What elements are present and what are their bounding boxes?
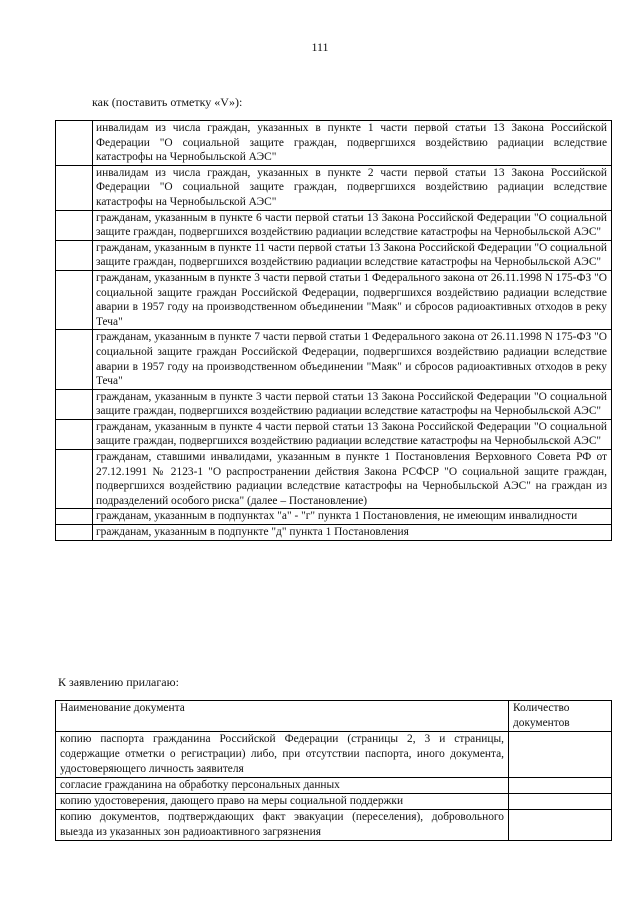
category-row xyxy=(56,525,612,541)
header-document-qty: Количество документов xyxy=(509,701,612,732)
document-name: согласие гражданина на обработку персональных данных xyxy=(56,778,509,794)
category-row xyxy=(56,450,612,509)
category-text: гражданам, указанным в пункте 3 части первой статьи 1 Федерального закона от 26.11.1998 N 175-ФЗ "О социальной защите граждан Российской Федерации, подвергшихся воздействию радиации вследствие аварии в 1957 году на производственном объединении "Маяк" и сбросов радиоактивных отходов в реку Теча" xyxy=(93,270,612,329)
category-checkbox-cell[interactable] xyxy=(56,210,93,240)
category-checkbox-cell[interactable] xyxy=(56,389,93,419)
category-text: гражданам, указанным в пункте 7 части первой статьи 1 Федерального закона от 26.11.1998 N 175-ФЗ "О социальной защите граждан Российской Федерации, подвергшихся воздействию радиации вследствие аварии в 1957 году на производственном объединении "Маяк" и сбросов радиоактивных отходов в реку Теча" xyxy=(93,330,612,389)
category-row xyxy=(56,270,612,329)
document-qty-cell[interactable] xyxy=(509,810,612,841)
category-text: гражданам, ставшими инвалидами, указанным в пункте 1 Постановления Верховного Совета РФ от 27.12.1991 № 2123-1 "О распространении действия Закона РСФСР "О социальной защите граждан, подвергшихся воздействию радиации вследствие катастрофы на Чернобыльской АЭС" на граждан из подразделений особого риска" (далее – Постановление) xyxy=(93,450,612,509)
category-text: инвалидам из числа граждан, указанных в пункте 1 части первой статьи 13 Закона Российской Федерации "О социальной защите граждан, подвергшихся воздействию радиации вследствие катастрофы на Чернобыльской АЭС" xyxy=(93,121,612,166)
category-row xyxy=(56,330,612,389)
document-name: копию удостоверения, дающего право на меры социальной поддержки xyxy=(56,794,509,810)
page-number: 111 xyxy=(311,40,329,54)
category-text: инвалидам из числа граждан, указанных в пункте 2 части первой статьи 13 Закона Российской Федерации "О социальной защите граждан, подвергшихся воздействию радиации вследствие катастрофы на Чернобыльской АЭС" xyxy=(93,165,612,210)
category-checkbox-cell[interactable] xyxy=(56,121,93,166)
category-row xyxy=(56,121,612,166)
category-checkbox-cell[interactable] xyxy=(56,509,93,525)
document-qty-cell[interactable] xyxy=(509,778,612,794)
documents-header-row xyxy=(56,701,612,732)
category-checkbox-cell[interactable] xyxy=(56,330,93,389)
category-text: гражданам, указанным в подпункте "д" пункта 1 Постановления xyxy=(93,525,612,541)
document-row xyxy=(56,794,612,810)
category-row xyxy=(56,240,612,270)
category-text: гражданам, указанным в подпунктах "а" - "г" пункта 1 Постановления, не имеющим инвалидности xyxy=(93,509,612,525)
document-qty-cell[interactable] xyxy=(509,794,612,810)
category-row xyxy=(56,419,612,449)
document-row xyxy=(56,732,612,778)
category-row xyxy=(56,389,612,419)
category-checkbox-cell[interactable] xyxy=(56,525,93,541)
document-row xyxy=(56,778,612,794)
category-text: гражданам, указанным в пункте 6 части первой статьи 13 Закона Российской Федерации "О социальной защите граждан, подвергшихся воздействию радиации вследствие катастрофы на Чернобыльской АЭС" xyxy=(93,210,612,240)
attach-label: К заявлению прилагаю: xyxy=(58,675,179,689)
category-checkbox-cell[interactable] xyxy=(56,270,93,329)
intro-text: как (поставить отметку «V»): xyxy=(92,95,243,109)
category-row xyxy=(56,165,612,210)
documents-table xyxy=(55,700,612,841)
document-row xyxy=(56,810,612,841)
document-name: копию документов, подтверждающих факт эвакуации (переселения), добровольного выезда из указанных зон радиоактивного загрязнения xyxy=(56,810,509,841)
category-checkbox-cell[interactable] xyxy=(56,240,93,270)
category-text: гражданам, указанным в пункте 3 части первой статьи 13 Закона Российской Федерации "О социальной защите граждан, подвергшихся воздействию радиации вследствие катастрофы на Чернобыльской АЭС" xyxy=(93,389,612,419)
header-document-name: Наименование документа xyxy=(56,701,509,732)
category-checkbox-cell[interactable] xyxy=(56,165,93,210)
category-table xyxy=(55,120,612,541)
category-checkbox-cell[interactable] xyxy=(56,450,93,509)
category-checkbox-cell[interactable] xyxy=(56,419,93,449)
document-qty-cell[interactable] xyxy=(509,732,612,778)
category-text: гражданам, указанным в пункте 4 части первой статьи 13 Закона Российской Федерации "О социальной защите граждан, подвергшихся воздействию радиации вследствие катастрофы на Чернобыльской АЭС" xyxy=(93,419,612,449)
category-row xyxy=(56,509,612,525)
category-text: гражданам, указанным в пункте 11 части первой статьи 13 Закона Российской Федерации "О социальной защите граждан, подвергшихся воздействию радиации вследствие катастрофы на Чернобыльской АЭС" xyxy=(93,240,612,270)
document-name: копию паспорта гражданина Российской Федерации (страницы 2, 3 и страницы, содержащие отметки о регистрации) либо, при отсутствии паспорта, иного документа, удостоверяющего личность заявителя xyxy=(56,732,509,778)
category-row xyxy=(56,210,612,240)
